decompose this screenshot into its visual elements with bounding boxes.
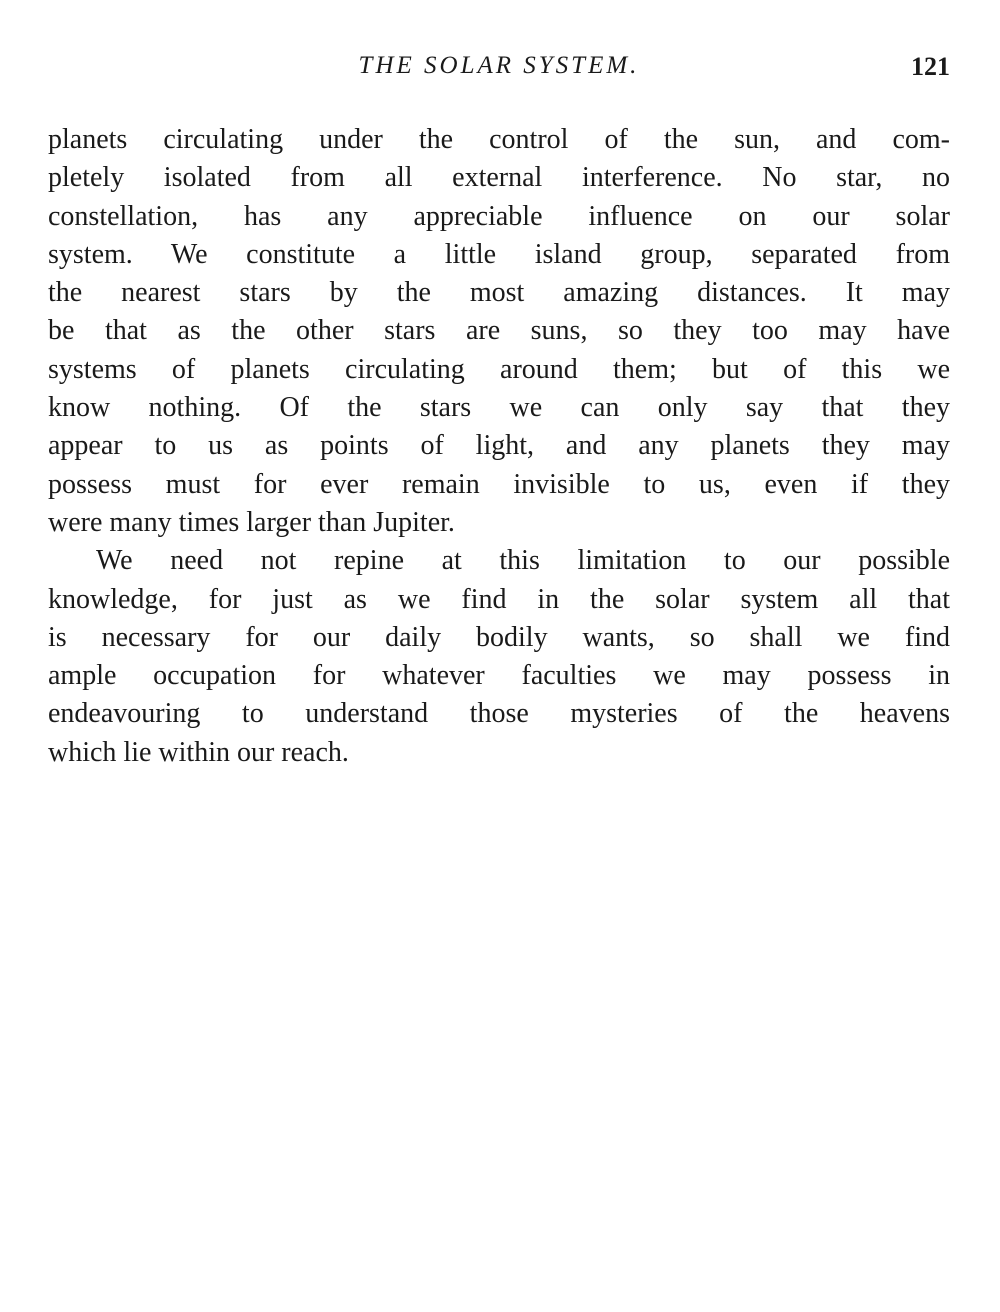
- text-line: knowledge, for just as we find in the solar system all that: [48, 583, 950, 615]
- text-line: endeavouring to understand those mysteries of the heavens: [48, 698, 950, 730]
- body-text: [48, 121, 950, 772]
- text-line: possess must for ever remain invisible to us, even if they: [48, 468, 950, 500]
- text-line: systems of planets circulating around them; but of this we: [48, 353, 950, 385]
- text-line: pletely isolated from all external interference. No star, no: [48, 162, 950, 194]
- text-line: constellation, has any appreciable influence on our solar: [48, 200, 950, 232]
- text-line: the nearest stars by the most amazing distances. It may: [48, 277, 950, 309]
- text-line: be that as the other stars are suns, so they too may have: [48, 315, 950, 347]
- text-line: We need not repine at this limitation to our possible: [96, 545, 950, 577]
- text-line: were many times larger than Jupiter.: [48, 506, 455, 538]
- page-header: [48, 52, 950, 92]
- running-title: THE SOLAR SYSTEM.: [358, 52, 640, 79]
- text-line: planets circulating under the control of the sun, and com-: [48, 124, 950, 155]
- text-line: is necessary for our daily bodily wants, so shall we find: [48, 621, 950, 653]
- text-line: which lie within our reach.: [48, 736, 349, 768]
- text-line: appear to us as points of light, and any planets they may: [48, 430, 950, 462]
- text-line: ample occupation for whatever faculties we may possess in: [48, 660, 950, 692]
- page-number: 121: [911, 52, 950, 81]
- paragraph-2: [48, 542, 950, 772]
- text-line: system. We constitute a little island group, separated from: [48, 238, 950, 270]
- text-line: know nothing. Of the stars we can only say that they: [48, 392, 950, 424]
- paragraph-1: [48, 121, 950, 542]
